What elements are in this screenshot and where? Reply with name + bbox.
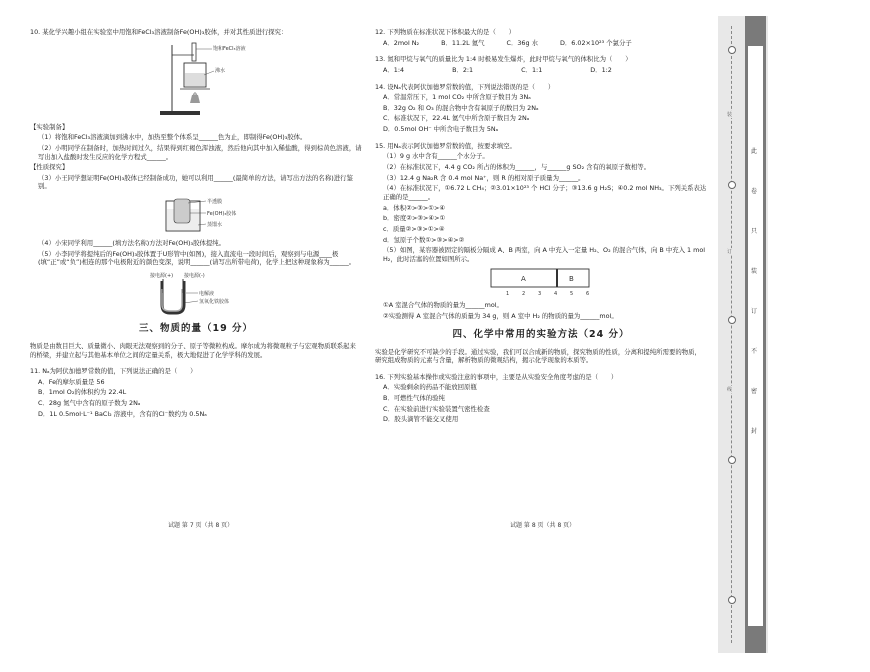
question-13-stem: 13. 氮和甲烷与氧气的质量比为 1:4 时极易发生爆炸，此时甲烷与氧气的体积比为（ ） <box>375 55 632 64</box>
binding-word-xian: 线 <box>727 387 733 393</box>
seal-char: 装 <box>751 268 758 275</box>
seal-char: 只 <box>751 228 758 235</box>
q10-part-3: （3）小王同学想证明Fe(OH)₃胶体已经制备成功，她可以利用______(最简单的方法，请写出方法的名称)进行鉴别。 <box>38 173 353 191</box>
q13-option-d: D．1:2 <box>590 65 612 74</box>
binding-word-zhuang: 装 <box>727 112 733 118</box>
question-15-stem: 15. 用Nₐ表示阿伏加德罗常数的值，按要求填空。 <box>375 141 516 150</box>
label-saturated-fecl3: 饱和FeCl₃溶液 <box>213 45 246 52</box>
q16-option-d: D．胶头滴管不能交叉使用 <box>383 415 459 424</box>
q12-option-b: B．11.2L 氦气 <box>441 38 485 47</box>
dialysis-diagram <box>136 195 256 235</box>
boiling-setup-diagram <box>136 41 256 119</box>
binding-strip-seal-panel <box>748 46 763 626</box>
q15-part-3: （3）12.4 g Na₂R 含 0.4 mol Na⁺，则 R 的相对原子质量为______。 <box>383 173 585 182</box>
scale-2: 2 <box>522 291 526 298</box>
label-electrolyte: 电解液 <box>199 291 215 298</box>
q11-option-d: D．1L 0.5mol·L⁻¹ BaCl₂ 溶液中，含有的Cl⁻数约为 0.5Nₐ <box>38 409 207 418</box>
q12-option-c: C．36g 水 <box>506 38 538 47</box>
binding-hole <box>728 181 736 189</box>
q15-option-c: c．质量②>③>①>④ <box>383 224 445 233</box>
q12-option-a: A．2mol N₂ <box>383 38 420 47</box>
label-cathode: 接电源(-) <box>184 273 205 280</box>
q16-option-c: C．在实验前进行实验装置气密性检查 <box>383 404 490 413</box>
binding-strip <box>718 16 768 653</box>
seal-char: 封 <box>751 428 758 435</box>
question-11 <box>30 367 362 418</box>
section-4-title: 四、化学中常用的实验方法（24 分） <box>452 328 630 340</box>
q15-part-2: （2）在标准状况下，4.4 g CO₂ 所占的体积为______，与______g SO₂ 含有的氧原子数相等。 <box>383 163 651 172</box>
binding-word-ding: 订 <box>727 249 733 255</box>
q11-option-b: B．1mol O₂的体积约为 22.4L <box>38 388 127 397</box>
scale-1: 1 <box>506 291 510 298</box>
q16-option-a: A．实验剩余的药品不能放回原瓶 <box>383 383 477 392</box>
scale-5: 5 <box>570 291 574 298</box>
q10-part-1: （1）将饱和FeCl₃溶液滴加到沸水中，加热至整个体系呈______色为止，即制得Fe(OH)₃胶体。 <box>38 133 307 142</box>
u-tube-figure <box>30 271 362 315</box>
q14-option-d: D．0.5mol OH⁻ 中所含电子数目为 5Nₐ <box>383 125 499 134</box>
dialysis-figure <box>30 195 362 235</box>
q14-option-b: B．32g O₂ 和 O₃ 的混合物中含有氧原子的数目为 2Nₐ <box>383 103 539 112</box>
question-16 <box>375 373 707 424</box>
q10-part-5: （5）小李同学将提纯后的Fe(OH)₃胶体置于U形管中(如图)，接入直流电一段时间后，观察到与电源____极(填“正”或“负”)相连的那个电极附近的颜色变深，说明______(请写出所带电荷)，化学上把这种现象称为______。 <box>38 249 356 267</box>
q15-option-d: d．氢原子个数①>③>④>② <box>383 235 465 244</box>
q12-option-d: D．6.02×10²³ 个氯分子 <box>559 38 632 47</box>
label-iron-hydroxide-colloid: 氢氧化铁胶体 <box>199 299 230 306</box>
left-page <box>30 28 362 426</box>
question-16-stem: 16. 下列实验基本操作或实验注意的事项中，主要是从实验安全角度考虑的是（ ） <box>375 372 618 381</box>
section-3-title: 三、物质的量（19 分） <box>138 323 254 335</box>
question-15 <box>375 142 707 321</box>
q15-part-6: ①A 室混合气体的物质的量为______mol。 <box>383 301 503 310</box>
question-12-stem: 12. 下列物质在标准状况下体积最大的是（ ） <box>375 28 516 36</box>
scale-4: 4 <box>554 291 558 298</box>
subheading-preparation: 【实验制备】 <box>30 122 69 131</box>
seal-char: 订 <box>751 308 758 315</box>
scale-3: 3 <box>538 291 542 298</box>
scale-6: 6 <box>586 291 590 298</box>
label-anode: 接电源(+) <box>150 273 174 280</box>
binding-hole <box>728 456 736 464</box>
question-13 <box>375 55 707 74</box>
q11-option-c: C．28g 氮气中含有的原子数为 2Nₐ <box>38 399 141 408</box>
chamber-a-label: A <box>521 275 526 284</box>
q13-option-a: A．1:4 <box>383 65 405 74</box>
q13-option-b: B．2:1 <box>452 65 474 74</box>
q10-part-4: （4）小宋同学利用______(填方法名称)方法对Fe(OH)₃胶体提纯。 <box>38 239 226 248</box>
q10-part-2: （2）小明同学在制备时，加热时间过久，结果得到红褐色浑浊液，然后他向其中加入稀盐酸，得到棕黄色溶液，请写出加入盐酸时发生反应的化学方程式______。 <box>38 143 362 161</box>
question-12 <box>375 28 707 47</box>
label-colloid: Fe(OH)₃胶体 <box>207 211 237 218</box>
binding-hole <box>728 316 736 324</box>
question-10-stem: 10. 某化学兴趣小组在实验室中用饱和FeCl₃溶液制备Fe(OH)₃胶体，并对其性质进行探究： <box>30 28 288 36</box>
seal-char: 此 <box>751 148 758 155</box>
q12-options <box>383 39 707 48</box>
section-4-intro: 实验是化学研究不可缺少的手段。通过实验，我们可以合成新的物质，探究物质的性质，分离和提纯所需要的物质，研究组成物质的元素与含量，解析物质的微观结构，揭示化学现象的本质等。 <box>375 347 701 365</box>
q14-option-c: C．标准状况下，22.4L 氦气中所含原子数目为 2Nₐ <box>383 114 530 123</box>
q15-part-5: （5）如图，某容器被固定的隔板分隔成 A、B 两室，向 A 中充入一定量 H₂、O₂ 的混合气体，向 B 中充入 1 mol H₂，此时活塞的位置如图所示。 <box>383 246 706 263</box>
seal-char: 卷 <box>751 188 758 195</box>
question-14 <box>375 83 707 134</box>
binding-dashed-line <box>731 26 732 643</box>
container-diagram <box>481 267 601 297</box>
q15-part-1: （1）9 g 水中含有______个水分子。 <box>383 152 489 161</box>
container-figure <box>375 267 707 297</box>
q11-option-a: A．Fe的摩尔质量是 56 <box>38 377 105 386</box>
question-14-stem: 14. 设Nₐ代表阿伏加德罗常数的值，下列说法错误的是（ ） <box>375 82 555 91</box>
binding-hole <box>728 46 736 54</box>
subheading-properties: 【性质探究】 <box>30 163 69 172</box>
seal-char: 不 <box>751 348 758 355</box>
question-10 <box>30 28 362 315</box>
seal-char: 密 <box>751 388 758 395</box>
q15-part-4: （4）在标准状况下，①6.72 L CH₄；②3.01×10²³ 个 HCl 分子；③13.6 g H₂S；④0.2 mol NH₃。下列关系表达正确的是______。 <box>383 184 707 201</box>
left-page-footer: 试题 第 7 页（共 8 页） <box>168 522 234 529</box>
q14-option-a: A．常温常压下，1 mol CO₂ 中所含原子数目为 3Nₐ <box>383 93 531 102</box>
q16-option-b: B．可燃性气体的验纯 <box>383 394 445 403</box>
label-boiling-water: 沸水 <box>215 67 226 74</box>
q15-option-b: b．密度②>③>④>① <box>383 214 446 223</box>
label-membrane: 半透膜 <box>207 199 223 206</box>
q15-part-7: ②实验测得 A 室混合气体的质量为 34 g，则 A 室中 H₂ 的物质的量为______mol。 <box>383 312 618 321</box>
section-3-intro: 物质是由数目巨大、质量微小、肉眼无法观察到的分子、原子等微粒构成。摩尔成为将微观粒子与宏观物质联系起来的桥梁，并建立起与其他基本单位之间的定量关系，极大地促进了化学学科的发展。 <box>30 341 356 359</box>
binding-hole <box>728 596 736 604</box>
chamber-b-label: B <box>569 275 574 284</box>
right-page <box>375 28 707 432</box>
q13-option-c: C．1:1 <box>521 65 543 74</box>
u-tube-diagram <box>136 271 256 315</box>
right-page-footer: 试题 第 8 页（共 8 页） <box>510 522 576 529</box>
question-11-stem: 11. Nₐ为阿伏加德罗常数的值，下列说法正确的是（ ） <box>30 367 197 376</box>
label-distilled-water: 蒸馏水 <box>207 222 223 229</box>
q13-options <box>383 66 707 75</box>
flask-figure <box>30 41 362 119</box>
q15-option-a: a．体积②>③>①>④ <box>383 203 446 212</box>
